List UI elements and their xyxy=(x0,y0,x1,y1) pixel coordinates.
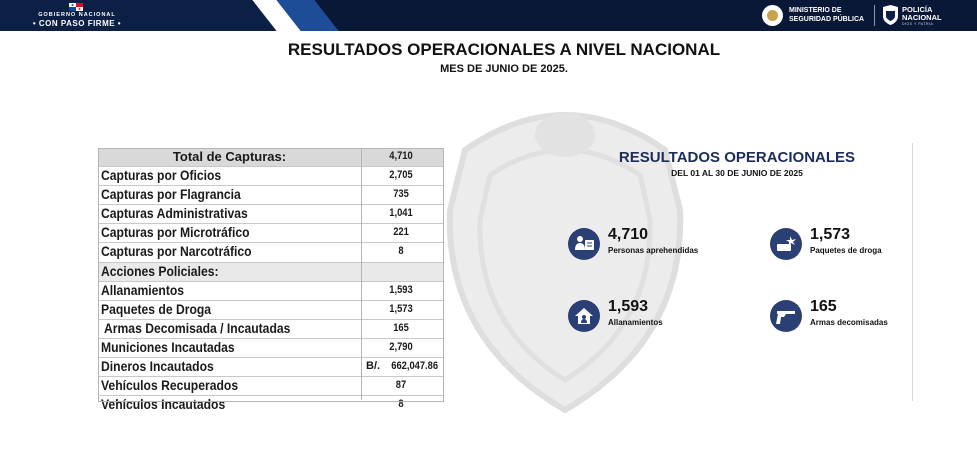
row-value: 4,710 xyxy=(389,150,413,162)
police-line1: POLICÍA xyxy=(902,5,933,14)
table-row xyxy=(98,396,444,414)
table-row xyxy=(98,243,444,262)
row-value: 2,790 xyxy=(389,340,413,353)
row-label: Municiones Incautadas xyxy=(101,339,235,355)
stat-label: Allanamientos xyxy=(608,318,663,327)
ministry-seal-icon xyxy=(762,5,783,26)
row-label: Allanamientos xyxy=(101,282,185,298)
gov-name: GOBIERNO NACIONAL xyxy=(38,12,116,18)
table-row xyxy=(98,167,444,186)
page-title: RESULTADOS OPERACIONALES A NIVEL NACIONAL xyxy=(287,40,721,59)
currency-symbol: B/. xyxy=(366,360,381,373)
ministry-line1: MINISTERIO DE xyxy=(789,7,842,14)
section-label: Acciones Policiales: xyxy=(101,263,219,279)
row-label: Capturas por Narcotráfico xyxy=(101,244,252,260)
table-row xyxy=(98,224,444,243)
stat-value: 165 xyxy=(810,298,837,315)
row-value: 8 xyxy=(398,398,404,411)
police-logo[interactable] xyxy=(882,4,972,28)
page-subtitle: MES DE JUNIO DE 2025. xyxy=(440,63,568,75)
gobierno-nacional-logo[interactable] xyxy=(14,3,140,29)
table-row-section-police-actions xyxy=(98,263,444,282)
row-value: 165 xyxy=(393,321,409,334)
arrested-persons-icon xyxy=(568,228,600,260)
row-label: Vehículos Recuperados xyxy=(101,378,239,394)
row-label: Capturas por Flagrancia xyxy=(101,187,241,203)
row-label: Vehículos Incautados xyxy=(101,397,226,413)
table-row xyxy=(98,301,444,320)
ministry-line2: SEGURIDAD PÚBLICA xyxy=(789,16,865,23)
police-motto: DIOS Y PATRIA xyxy=(902,22,934,26)
drug-packages-icon xyxy=(770,228,802,260)
row-value: 1,573 xyxy=(389,302,413,315)
header-divider xyxy=(874,5,875,26)
stat-label: Personas aprehendidas xyxy=(608,246,699,255)
header-stripe-dark xyxy=(307,0,977,31)
table-row-total-captures xyxy=(98,148,444,167)
summary-panel xyxy=(538,143,913,401)
panel-title: RESULTADOS OPERACIONALES xyxy=(618,149,856,166)
panama-flag-icon xyxy=(69,3,83,11)
stat-label: Armas decomisadas xyxy=(810,318,888,327)
table-row xyxy=(98,320,444,339)
gov-slogan: • CON PASO FIRME • xyxy=(32,19,122,28)
header-bar xyxy=(0,0,977,31)
table-row xyxy=(98,377,444,396)
row-value: 87 xyxy=(395,379,407,392)
stat-value: 4,710 xyxy=(608,226,649,243)
panel-subtitle: DEL 01 AL 30 DE JUNIO DE 2025 xyxy=(671,168,803,178)
row-value: 8 xyxy=(398,245,404,258)
row-label: Armas Decomisada / Incautadas xyxy=(104,320,291,336)
row-label: Capturas Administrativas xyxy=(101,206,248,222)
house-raid-icon xyxy=(568,300,600,332)
table-column-divider xyxy=(361,148,362,400)
ministry-logo[interactable] xyxy=(762,5,872,27)
row-value: 735 xyxy=(393,188,409,201)
table-row xyxy=(98,186,444,205)
results-table xyxy=(98,148,444,414)
row-label: Total de Capturas: xyxy=(172,149,287,164)
table-row xyxy=(98,358,444,377)
table-row xyxy=(98,282,444,301)
stat-value: 1,593 xyxy=(608,298,649,315)
row-value: 221 xyxy=(393,226,409,239)
row-label: Dineros Incautados xyxy=(101,359,214,375)
row-value: 1,593 xyxy=(389,283,413,296)
stat-value: 1,573 xyxy=(810,226,851,243)
row-value: 2,705 xyxy=(389,169,413,182)
police-shield-icon xyxy=(882,5,899,25)
table-row xyxy=(98,339,444,358)
stat-label: Paquetes de droga xyxy=(810,246,882,255)
row-value: 1,041 xyxy=(389,207,413,220)
police-line2: NACIONAL xyxy=(902,13,942,22)
gun-icon xyxy=(770,300,802,332)
row-label: Capturas por Microtráfico xyxy=(101,225,250,241)
row-label: Capturas por Oficios xyxy=(101,168,222,184)
row-label: Paquetes de Droga xyxy=(101,301,212,317)
row-value: 662,047.86 xyxy=(391,360,439,373)
table-row xyxy=(98,205,444,224)
